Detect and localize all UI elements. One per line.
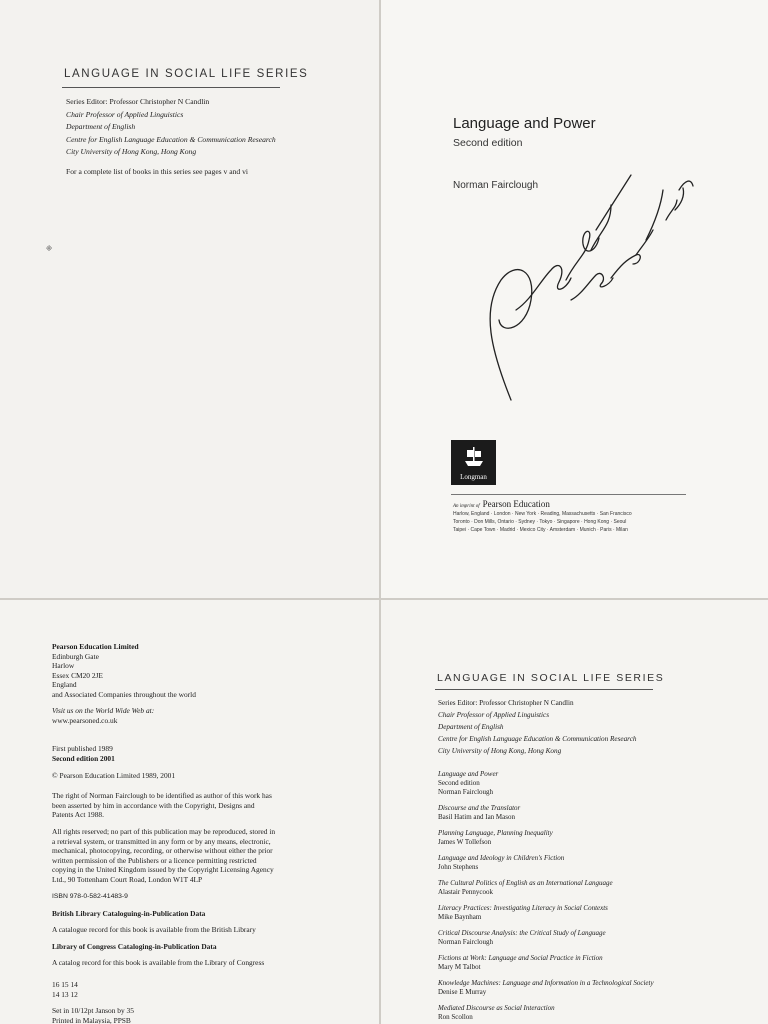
list-item xyxy=(438,854,654,872)
bl-cip-heading: British Library Cataloguing-in-Publication Data xyxy=(52,909,206,918)
printing-line: 16 15 14 xyxy=(52,980,78,989)
associated-companies: and Associated Companies throughout the world xyxy=(52,690,196,699)
editor-line: Centre for English Language Education & Communication Research xyxy=(66,134,276,144)
set-in: Set in 10/12pt Janson by 35 xyxy=(52,1006,134,1015)
book-title: Language and Power xyxy=(453,115,596,132)
web-visit xyxy=(52,706,154,725)
list-item xyxy=(438,770,654,797)
publisher-name: Pearson Education Limited xyxy=(52,642,139,651)
copyright-page xyxy=(0,600,380,1024)
longman-logo xyxy=(451,440,496,485)
ornament-mark: ፠ xyxy=(46,243,53,253)
editor-line: City University of Hong Kong, Hong Kong xyxy=(66,147,197,156)
imprint-prefix: An imprint of xyxy=(453,504,480,509)
typesetting xyxy=(52,1006,134,1024)
series-editor-block xyxy=(66,96,276,159)
address-line: Harlow xyxy=(52,661,75,671)
book-title: Mediated Discourse as Social Interaction xyxy=(438,1004,555,1012)
visit-text: Visit us on the World Wide Web at: xyxy=(52,706,155,715)
series-rule xyxy=(435,689,653,690)
editor-line: Series Editor: Professor Christopher N Candlin xyxy=(66,97,210,106)
publication-history xyxy=(52,744,115,763)
rights-line: mechanical, photocopying, recording, or otherwise without either the prior xyxy=(52,846,273,856)
book-title: Knowledge Machines: Language and Information in a Technological Society xyxy=(438,979,654,987)
editor-line: City University of Hong Kong, Hong Kong xyxy=(438,747,562,755)
book-author: John Stephens xyxy=(438,863,479,871)
isbn: ISBN 978-0-582-41483-9 xyxy=(52,893,128,900)
cities-line: Toronto · Don Mills, Ontario · Sydney · Tokyo · Singapore · Hong Kong · Seoul xyxy=(453,519,627,525)
book-author: Basil Hatim and Ian Mason xyxy=(438,813,515,821)
book-author: Norman Fairclough xyxy=(453,180,539,191)
loc-cip-heading: Library of Congress Cataloging-in-Publication Data xyxy=(52,942,217,951)
ship-icon xyxy=(464,446,484,468)
list-item xyxy=(438,929,654,947)
series-rule xyxy=(62,87,280,88)
publisher-rule xyxy=(451,494,686,495)
rights-line: All rights reserved; no part of this publication may be reproduced, stored in xyxy=(52,827,276,836)
book-author: James W Tollefson xyxy=(438,838,492,846)
rights-line: a retrieval system, or transmitted in any form or by any means, electronic, xyxy=(52,836,271,846)
list-item xyxy=(438,954,654,972)
page-gutter-horizontal xyxy=(0,598,768,600)
logo-label: Longman xyxy=(460,473,487,481)
list-item xyxy=(438,1004,654,1022)
book-title: Discourse and the Translator xyxy=(438,804,521,812)
editor-line: Chair Professor of Applied Linguistics xyxy=(438,711,550,719)
book-title: Language and Ideology in Children's Fiction xyxy=(438,854,565,862)
list-item xyxy=(438,804,654,822)
book-author: Alastair Pennycook xyxy=(438,888,494,896)
address-line: England xyxy=(52,680,77,690)
printed-in: Printed in Malaysia, PPSB xyxy=(52,1015,131,1024)
loc-cip-text: A catalog record for this book is available from the Library of Congress xyxy=(52,958,265,967)
series-page-top-left xyxy=(0,0,380,598)
editor-line: Series Editor: Professor Christopher N Candlin xyxy=(438,699,574,707)
address-line: Essex CM20 2JE xyxy=(52,670,103,680)
rights-line: The right of Norman Fairclough to be identified as author of this work has xyxy=(52,791,272,800)
printing-numbers xyxy=(52,980,78,999)
address-line: Edinburgh Gate xyxy=(52,651,99,661)
book-author: Norman Fairclough xyxy=(438,788,494,796)
printing-line: 14 13 12 xyxy=(52,989,78,999)
first-published: First published 1989 xyxy=(52,744,113,753)
second-edition: Second edition 2001 xyxy=(52,753,115,763)
handwritten-signature xyxy=(471,160,711,410)
book-author: Denise E Murray xyxy=(438,988,487,996)
book-title: Literacy Practices: Investigating Literacy in Social Contexts xyxy=(438,904,608,912)
book-author: Norman Fairclough xyxy=(438,938,494,946)
list-item xyxy=(438,829,654,847)
editor-line: Department of English xyxy=(66,122,136,131)
editor-line: Chair Professor of Applied Linguistics xyxy=(66,109,184,119)
book-subtitle: Second edition xyxy=(438,779,480,787)
title-page xyxy=(381,0,768,598)
cities-line: Harlow, England · London · New York · Reading, Massachusetts · San Francisco xyxy=(453,511,632,517)
book-author: Mike Baynham xyxy=(438,913,482,921)
book-title: Planning Language, Planning Inequality xyxy=(438,829,553,837)
publisher-url: www.pearsoned.co.uk xyxy=(52,715,118,725)
publisher-cities xyxy=(453,510,693,534)
editor-line: Centre for English Language Education & Communication Research xyxy=(438,735,637,743)
book-author: Ron Scollon xyxy=(438,1013,473,1021)
book-title: Language and Power xyxy=(438,770,499,778)
series-list-note: For a complete list of books in this series see pages v and vi xyxy=(66,167,249,176)
series-book-list xyxy=(438,770,654,1024)
book-title: Fictions at Work: Language and Social Practice in Fiction xyxy=(438,954,603,962)
book-edition: Second edition xyxy=(453,137,523,149)
bl-cip-text: A catalogue record for this book is available from the British Library xyxy=(52,925,256,934)
imprint-line xyxy=(453,499,550,509)
all-rights-reserved xyxy=(52,827,275,885)
publisher-address xyxy=(52,642,139,690)
cities-line: Taipei · Cape Town · Madrid · Mexico City · Amsterdam · Munich · Paris · Milan xyxy=(453,527,628,533)
editor-line: Department of English xyxy=(438,723,504,731)
list-item xyxy=(438,879,654,897)
series-page-bottom-right xyxy=(381,600,768,1024)
series-editor-block xyxy=(438,697,637,757)
rights-line: Ltd., 90 Tottenham Court Road, London W1T 4LP xyxy=(52,874,203,884)
series-title: LANGUAGE IN SOCIAL LIFE SERIES xyxy=(437,672,665,684)
rights-line: been asserted by him in accordance with the Copyright, Designs and xyxy=(52,800,255,810)
page-gutter-vertical xyxy=(379,0,381,1024)
list-item xyxy=(438,979,654,997)
copyright-notice: © Pearson Education Limited 1989, 2001 xyxy=(52,771,176,780)
book-author: Mary M Talbot xyxy=(438,963,481,971)
imprint-name: Pearson Education xyxy=(482,499,550,509)
rights-line: written permission of the Publishers or a licence permitting restricted xyxy=(52,855,257,865)
rights-asserted xyxy=(52,791,272,820)
series-title: LANGUAGE IN SOCIAL LIFE SERIES xyxy=(64,68,309,80)
book-title: The Cultural Politics of English as an International Language xyxy=(438,879,613,887)
list-item xyxy=(438,904,654,922)
rights-line: copying in the United Kingdom issued by the Copyright Licensing Agency xyxy=(52,865,274,875)
rights-line: Patents Act 1988. xyxy=(52,810,104,820)
book-title: Critical Discourse Analysis: the Critical Study of Language xyxy=(438,929,606,937)
